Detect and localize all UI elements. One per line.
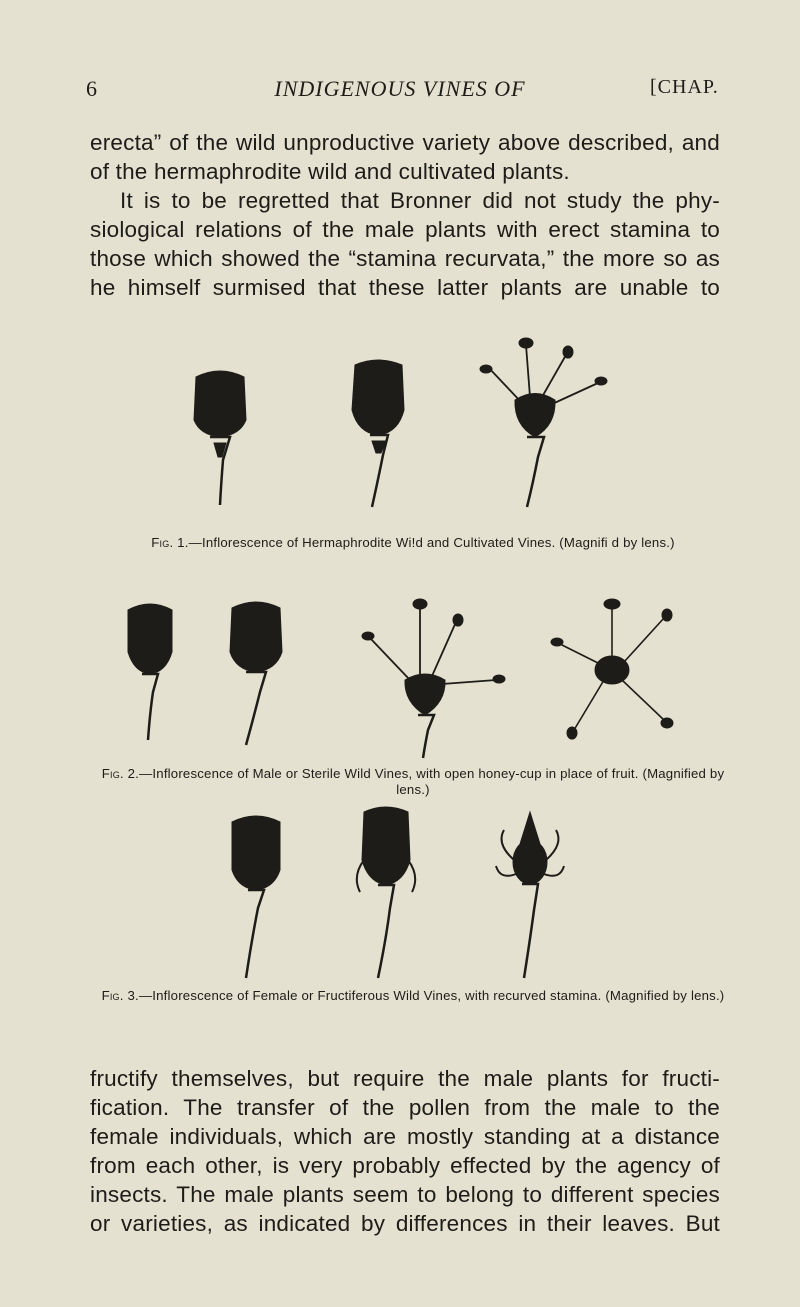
figure-1-caption-text: —Inflorescence of Hermaphrodite Wi!d and Cultivated Vines. (Magnifi d by lens.) xyxy=(188,535,675,550)
figure-3-label: Fig. 3. xyxy=(101,988,139,1003)
text-line: of the hermaphrodite wild and cultivated plants. xyxy=(90,159,570,184)
figure-3-illustration xyxy=(0,800,800,985)
fig1-flower-open xyxy=(480,338,607,507)
fig2-flower-opening xyxy=(230,602,282,745)
text-line: or varieties, as indicated by differences in their leaves. But xyxy=(90,1211,720,1236)
text-line: siological relations of the male plants with erect stamina to xyxy=(90,217,720,242)
figure-3 xyxy=(0,800,800,1020)
fig3-flower-recurved xyxy=(357,807,415,978)
text-line: erecta” of the wild unproductive variety above described, and xyxy=(90,130,720,155)
text-line: fructify themselves, but require the male plants for fructi- xyxy=(90,1066,720,1091)
top-paragraph-block xyxy=(90,128,720,302)
figure-3-caption-text: —Inflorescence of Female or Fructiferous Wild Vines, with recurved stamina. (Magnified by lens.) xyxy=(138,988,725,1003)
text-line: he himself surmised that these latter plants are unable to xyxy=(90,275,720,300)
figure-3-caption xyxy=(88,988,738,1004)
running-title: INDIGENOUS VINES OF xyxy=(274,76,526,101)
text-line: It is to be regretted that Bronner did not study the phy- xyxy=(120,188,720,213)
figure-1 xyxy=(0,325,800,555)
fig1-flower-closed xyxy=(194,371,246,505)
figure-1-illustration xyxy=(0,325,800,525)
figure-1-caption xyxy=(88,535,738,551)
fig1-flower-opening xyxy=(352,360,404,507)
figure-2-caption xyxy=(88,766,738,798)
figure-1-label: Fig. 1. xyxy=(151,535,189,550)
figure-2-label: Fig. 2. xyxy=(101,766,140,781)
text-line: fication. The transfer of the pollen from the male to the xyxy=(90,1095,720,1120)
fig2-flower-open xyxy=(362,599,505,758)
running-head xyxy=(0,76,800,106)
text-line: insects. The male plants seem to belong to different species xyxy=(90,1182,720,1207)
text-line: female individuals, which are mostly standing at a distance xyxy=(90,1124,720,1149)
text-line: from each other, is very probably effected by the agency of xyxy=(90,1153,720,1178)
fig2-flower-closed xyxy=(128,604,172,740)
fig3-flower-fruiting xyxy=(496,812,564,978)
bottom-paragraph-block xyxy=(90,1064,720,1238)
figure-2-illustration xyxy=(0,580,800,765)
text-line: those which showed the “stamina recurvata,” the more so as xyxy=(90,246,720,271)
fig3-flower-closed xyxy=(232,816,280,978)
figure-2 xyxy=(0,580,800,797)
figure-2-caption-text: —Inflorescence of Male or Sterile Wild Vines, with open honey-cup in place of fruit. (Magnified by lens.) xyxy=(139,766,725,797)
page-number: 6 xyxy=(86,76,97,101)
chapter-marker: [CHAP. xyxy=(650,76,719,98)
fig2-flower-spread xyxy=(551,599,673,739)
